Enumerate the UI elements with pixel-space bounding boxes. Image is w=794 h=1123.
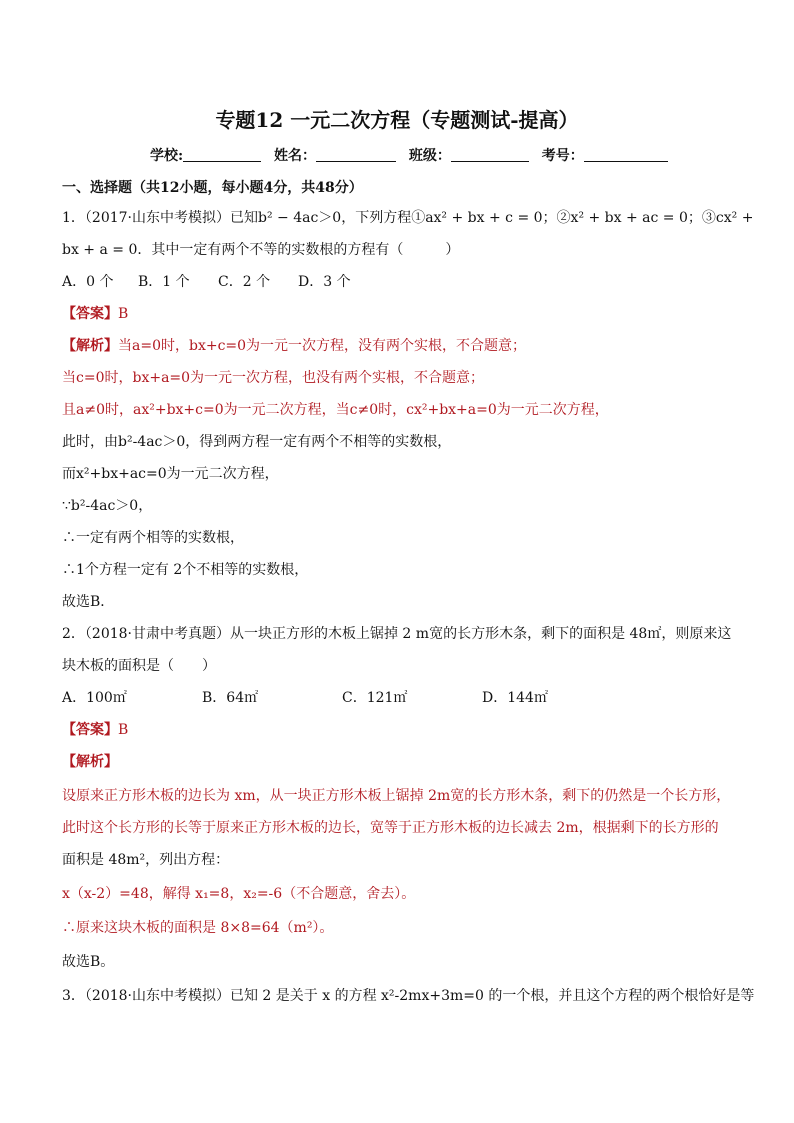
question-2-analysis-5: ∴原来这块木板的面积是 8×8=64（m²）。 — [62, 920, 334, 936]
question-2-analysis-4: x（x-2）=48，解得 x₁=8，x₂=-6（不合题意，舍去）。 — [62, 886, 416, 902]
q2-option-a: A．100㎡ — [62, 690, 127, 706]
question-2-analysis-tag — [62, 752, 118, 772]
question-1-analysis-9: 故选B． — [62, 594, 115, 610]
exam-no-label: 考号： — [541, 148, 584, 164]
question-2-line-1: 2．（2018·甘肃中考真题）从一块正方形的木板上锯掉 2 m宽的长方形木条，剩下的面积是 48㎡，则原来这 — [62, 626, 732, 642]
q1-option-a: A．0 个 — [62, 274, 114, 290]
question-1-analysis-1 — [62, 336, 526, 356]
question-1-analysis-8: ∴1个方程一定有 2个不相等的实数根， — [62, 562, 309, 578]
student-info-row — [150, 145, 676, 165]
section-heading: 一、选择题（共12小题，每小题4分，共48分） — [62, 180, 363, 196]
q1-option-b: B．1 个 — [138, 274, 190, 290]
q1-option-c: C．2 个 — [218, 274, 271, 290]
question-3-line-1: 3．（2018·山东中考模拟）已知 2 是关于 x 的方程 x²-2mx+3m=0 的一个根，并且这个方程的两个根恰好是等 — [62, 988, 755, 1004]
question-1-line-1: 1．（2017·山东中考模拟）已知b² − 4ac＞0，下列方程①ax² + bx + c = 0；②x² + bx + ac = 0；③cx² + — [62, 210, 754, 226]
answer-value: B — [118, 722, 129, 738]
question-1-answer — [62, 304, 128, 324]
question-1-analysis-7: ∴一定有两个相等的实数根， — [62, 530, 244, 546]
class-blank[interactable] — [451, 147, 529, 162]
question-2-line-2: 块木板的面积是（ ） — [62, 658, 216, 674]
question-2-analysis-1: 设原来正方形木板的边长为 xm，从一块正方形木板上锯掉 2m宽的长方形木条，剩下的仍然是一个长方形， — [62, 788, 731, 804]
question-1-line-2: bx + a = 0．其中一定有两个不等的实数根的方程有（ ） — [62, 242, 460, 258]
q2-option-b: B．64㎡ — [202, 690, 259, 706]
q1-option-d: D．3 个 — [298, 274, 351, 290]
question-1-analysis-3: 且a≠0时，ax²+bx+c=0为一元二次方程，当c≠0时，cx²+bx+a=0为一元二次方程， — [62, 402, 609, 418]
name-blank[interactable] — [316, 147, 396, 162]
exam-no-blank[interactable] — [584, 147, 668, 162]
school-blank[interactable] — [183, 147, 261, 162]
class-label: 班级： — [408, 148, 451, 164]
page-title: 专题12 一元二次方程（专题测试-提高） — [215, 108, 579, 132]
question-1-analysis-2: 当c=0时，bx+a=0为一元一次方程，也没有两个实根，不合题意； — [62, 370, 485, 386]
question-2-answer — [62, 720, 128, 740]
name-label: 姓名： — [274, 148, 317, 164]
analysis-tag: 【解析】 — [62, 338, 118, 354]
question-2-options — [62, 688, 548, 708]
question-1-analysis-6: ∵b²-4ac＞0， — [62, 498, 153, 514]
question-1-analysis-5: 而x²+bx+ac=0为一元二次方程， — [62, 466, 279, 482]
question-1-options — [62, 272, 351, 292]
question-2-analysis-3: 面积是 48m²，列出方程： — [62, 852, 230, 868]
analysis-text: 当a=0时，bx+c=0为一元一次方程，没有两个实根，不合题意； — [118, 338, 527, 354]
analysis-tag: 【解析】 — [62, 754, 118, 770]
q2-option-c: C．121㎡ — [342, 690, 408, 706]
answer-tag: 【答案】 — [62, 306, 118, 322]
answer-tag: 【答案】 — [62, 722, 118, 738]
question-2-analysis-2: 此时这个长方形的长等于原来正方形木板的边长，宽等于正方形木板的边长减去 2m，根据剩下的长方形的 — [62, 820, 719, 836]
q2-option-d: D．144㎡ — [482, 690, 548, 706]
school-label: 学校: — [150, 148, 184, 164]
answer-value: B — [118, 306, 129, 322]
question-1-analysis-4: 此时，由b²-4ac＞0，得到两方程一定有两个不相等的实数根， — [62, 434, 452, 450]
question-2-analysis-6: 故选B。 — [62, 954, 115, 970]
